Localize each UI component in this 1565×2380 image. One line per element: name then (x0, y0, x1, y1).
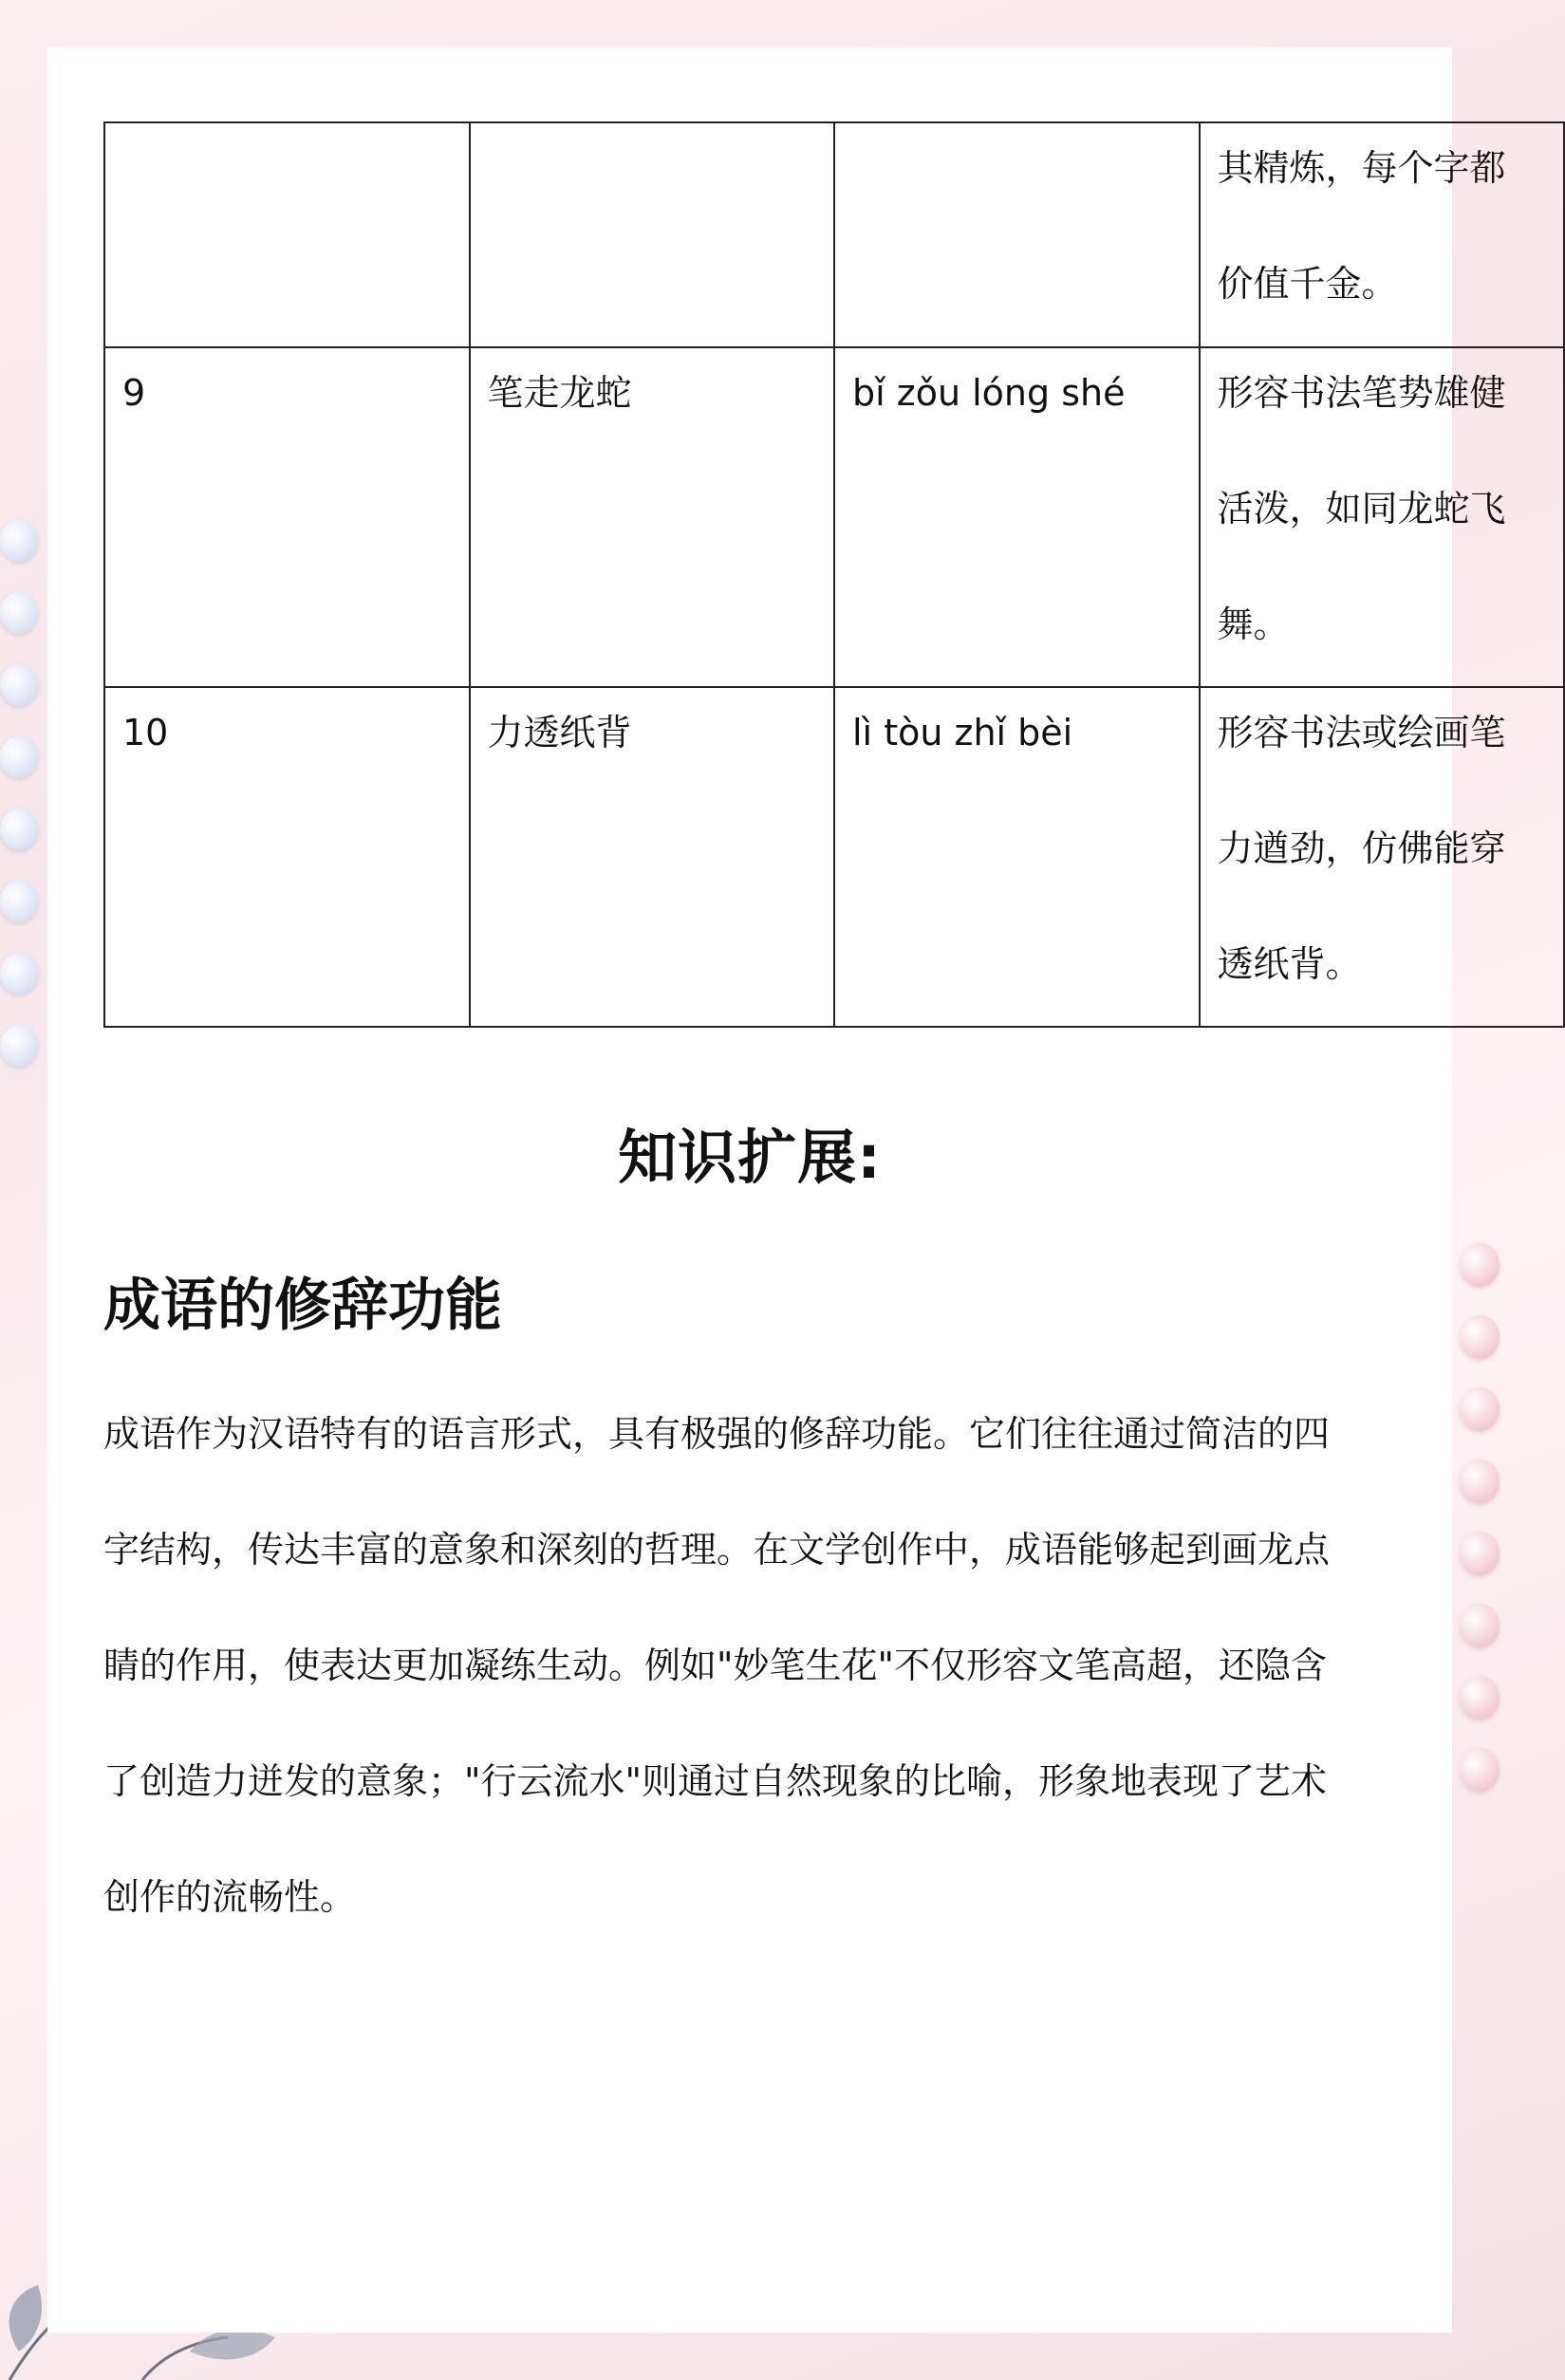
pearl-icon (1460, 1460, 1500, 1503)
pinyin-cell: lì tòu zhǐ bèi (834, 687, 1200, 1027)
pearl-icon (0, 592, 38, 634)
pinyin-cell: bǐ zǒu lóng shé (834, 347, 1200, 687)
pearl-icon (0, 809, 38, 850)
paragraph-line: 成语作为汉语特有的语言形式，具有极强的修辞功能。它们往往通过简洁的四 (103, 1413, 1331, 1455)
pearl-icon (0, 520, 38, 562)
idiom-cell (470, 122, 835, 347)
pearl-icon (0, 953, 38, 995)
table-row (104, 347, 1564, 687)
table-row (104, 122, 1564, 347)
meaning-line: 舞。 (1217, 604, 1290, 645)
subsection-title: 成语的修辞功能 (103, 1273, 502, 1339)
idiom-table (103, 121, 1565, 1028)
meaning-line: 其精炼，每个字都 (1217, 147, 1506, 189)
pearl-icon (1460, 1604, 1500, 1647)
meaning-line: 力遒劲，仿佛能穿 (1217, 827, 1506, 869)
index-cell: 10 (104, 687, 470, 1027)
pearl-icon (0, 881, 38, 922)
pearl-icon (1460, 1676, 1500, 1720)
right-pearl-decoration (1452, 1243, 1500, 1822)
paragraph-line: 睛的作用，使表达更加凝练生动。例如"妙笔生花"不仅形容文笔高超，还隐含 (103, 1645, 1327, 1686)
section-title: 知识扩展: (618, 1123, 882, 1192)
pearl-icon (1460, 1387, 1500, 1431)
meaning-line: 形容书法或绘画笔 (1217, 712, 1506, 753)
meaning-line: 价值千金。 (1217, 263, 1398, 305)
pearl-icon (0, 664, 38, 706)
meaning-line: 形容书法笔势雄健 (1217, 372, 1506, 414)
index-cell: 9 (104, 347, 470, 687)
meaning-cell (1200, 122, 1565, 347)
meaning-cell (1200, 687, 1565, 1027)
pearl-icon (1460, 1315, 1500, 1359)
pearl-icon (1460, 1243, 1500, 1287)
document-page (47, 47, 1506, 2333)
paragraph-line: 字结构，传达丰富的意象和深刻的哲理。在文学创作中，成语能够起到画龙点 (103, 1529, 1331, 1571)
pearl-icon (0, 1025, 38, 1067)
meaning-line: 透纸背。 (1217, 943, 1362, 985)
paragraph-line: 了创造力迸发的意象；"行云流水"则通过自然现象的比喻，形象地表现了艺术 (103, 1760, 1327, 1802)
index-cell (104, 122, 470, 347)
pinyin-cell (834, 122, 1200, 347)
body-paragraph (103, 1376, 1432, 1955)
paragraph-line: 创作的流畅性。 (103, 1876, 357, 1918)
pearl-icon (1460, 1532, 1500, 1575)
idiom-cell: 笔走龙蛇 (470, 347, 835, 687)
meaning-line: 活泼，如同龙蛇飞 (1217, 488, 1506, 530)
idiom-cell: 力透纸背 (470, 687, 835, 1027)
table-row (104, 687, 1564, 1027)
pearl-icon (0, 736, 38, 778)
pearl-icon (1460, 1748, 1500, 1792)
left-pearl-decoration (0, 520, 44, 1089)
meaning-cell (1200, 347, 1565, 687)
